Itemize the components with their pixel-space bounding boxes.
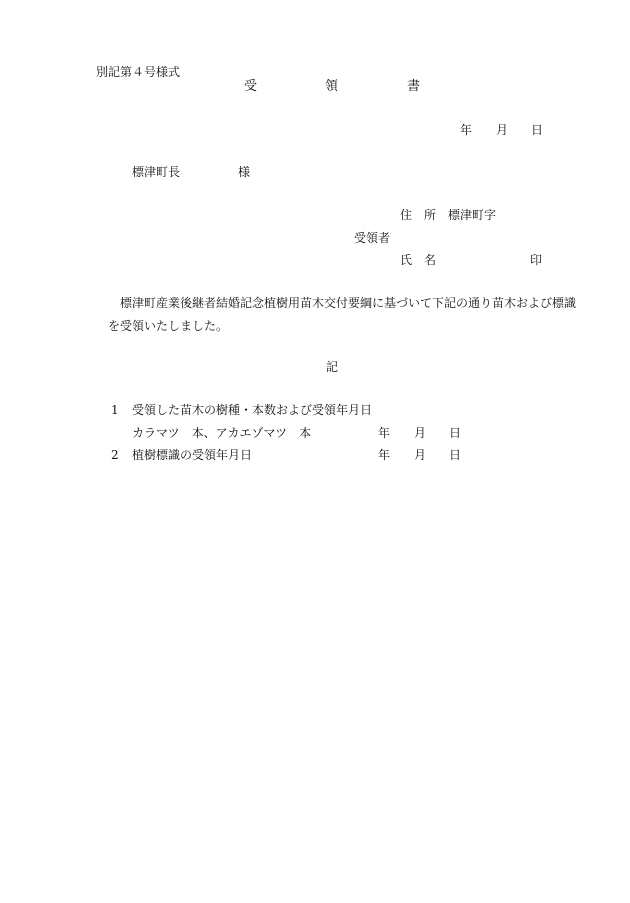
date-day: 日 [531, 123, 544, 137]
item-2-number: 2 [111, 448, 119, 462]
item-1-detail: カラマツ 本、アカエゾマツ 本 [132, 426, 312, 440]
seal-mark: 印 [530, 253, 543, 267]
receiver-role-label: 受領者 [354, 231, 391, 245]
item-1-month: 月 [414, 426, 427, 440]
date-year: 年 [460, 123, 473, 137]
item-2-year: 年 [378, 448, 391, 462]
form-label: 別記第４号様式 [96, 65, 181, 79]
addressee-honorific: 様 [238, 165, 251, 179]
body-line-2: を受領いたしました。 [108, 319, 229, 333]
title-char-3: 書 [407, 79, 421, 94]
address-value: 標津町字 [448, 208, 497, 222]
body-line-1: 標津町産業後継者結婚記念植樹用苗木交付要綱に基づいて下記の通り苗木および標識 [120, 296, 577, 310]
item-2-text: 植樹標識の受領年月日 [132, 448, 253, 462]
addressee-name: 標津町長 [132, 165, 181, 179]
title-char-2: 領 [325, 79, 339, 94]
item-1-year: 年 [378, 426, 391, 440]
ki-heading: 記 [326, 360, 339, 374]
item-2-month: 月 [414, 448, 427, 462]
title-char-1: 受 [244, 79, 258, 94]
item-1-text: 受領した苗木の樹種・本数および受領年月日 [132, 403, 373, 417]
item-1-number: 1 [111, 403, 119, 417]
item-2-day: 日 [449, 448, 462, 462]
item-1-day: 日 [449, 426, 462, 440]
name-label: 氏 名 [400, 253, 437, 267]
address-label: 住 所 [400, 208, 437, 222]
date-month: 月 [496, 123, 509, 137]
